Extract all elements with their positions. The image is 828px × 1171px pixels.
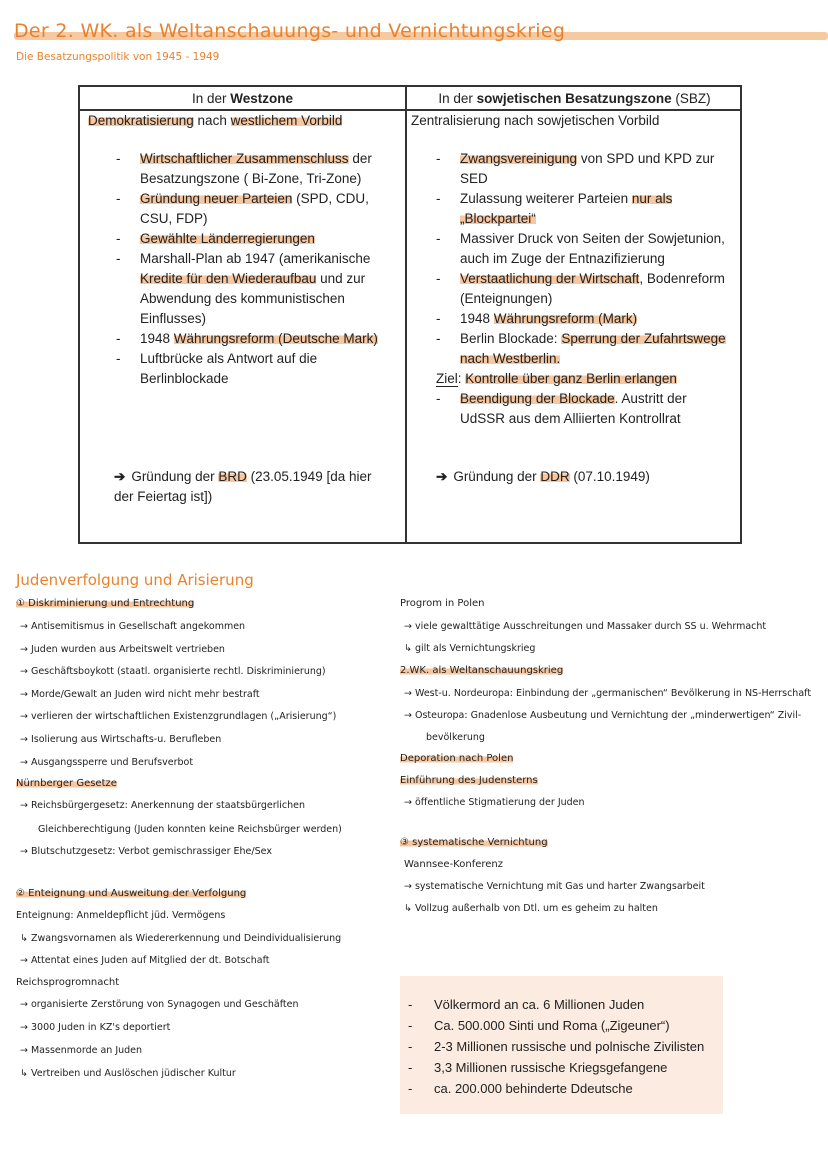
note-line: → Antisemitismus in Gesellschaft angekommen	[20, 621, 246, 632]
subsection-heading: Wannsee-Konferenz	[404, 859, 503, 870]
note-line: → Ausgangssperre und Berufsverbot	[20, 756, 194, 768]
highlight: Kontrolle über ganz Berlin erlangen	[465, 371, 677, 386]
highlight: Verstaatlichung der Wirtschaft	[460, 271, 640, 286]
note-line: → Blutschutzgesetz: Verbot gemischrassiger Ehe/Sex	[20, 846, 272, 858]
note-line: → systematische Vernichtung mit Gas und harter Zwangsarbeit	[404, 881, 705, 892]
text-fragment: Luftbrücke als Antwort auf die Berlinblockade	[140, 351, 318, 386]
text-fragment: und zur Abwendung des kommunistischen Einflusses)	[140, 271, 366, 326]
west-result: ➔ Gründung der BRD (23.05.1949 [da hier der Feiertag ist])	[114, 469, 372, 504]
summary-item: - 2-3 Millionen russische und polnische Zivilisten	[408, 1036, 704, 1057]
highlight: Gewählte Länderregierungen	[140, 231, 315, 246]
highlight: Währungsreform (Mark)	[493, 311, 638, 326]
east-list	[436, 149, 728, 429]
list-item	[116, 349, 378, 389]
text-fragment: von SPD und KPD zur SED	[460, 151, 715, 186]
text-fragment: Marshall-Plan ab 1947 (amerikanische	[140, 251, 371, 266]
highlight: Gründung neuer Parteien	[140, 191, 293, 206]
note-line: Enteignung: Anmeldepflicht jüd. Vermögens	[16, 910, 226, 922]
highlighted-heading: ③ systematische Vernichtung	[400, 837, 548, 848]
note-line: → verlieren der wirtschaftlichen Existenzgrundlagen („Arisierung“)	[20, 711, 337, 723]
note-line: Gleichberechtigung (Juden konnten keine Reichsbürger werden)	[38, 824, 342, 836]
highlight: Währungsreform (Deutsche Mark)	[173, 331, 378, 346]
note-line: bevölkerung	[426, 732, 485, 743]
highlighted-heading: Deporation nach Polen	[400, 753, 514, 764]
east-subheader: Zentralisierung nach sowjetischen Vorbild	[411, 113, 660, 128]
subsection-heading	[400, 775, 538, 786]
note-line: → viele gewalttätige Ausschreitungen und Massaker durch SS u. Wehrmacht	[404, 621, 767, 632]
list-item	[436, 369, 728, 389]
comparison-table	[78, 85, 742, 544]
text-fragment: 1948	[140, 331, 174, 346]
note-line: → Geschäftsboykott (staatl. organisierte rechtl. Diskriminierung)	[20, 666, 326, 678]
text-fragment: , Bodenreform (Enteignungen)	[460, 271, 725, 306]
west-list	[116, 149, 378, 389]
note-line: → Juden wurden aus Arbeitswelt vertrieben	[20, 643, 225, 655]
note-line: → Osteuropa: Gnadenlose Ausbeutung und Vernichtung der „minderwertigen“ Zivil-	[404, 710, 802, 721]
note-line: → öffentliche Stigmatierung der Juden	[404, 797, 585, 808]
section-heading: Judenverfolgung und Arisierung	[16, 571, 254, 589]
text-fragment: (SPD, CDU, CSU, FDP)	[140, 191, 369, 226]
highlight: Kredite für den Wiederaufbau	[140, 271, 317, 286]
summary-item: - Völkermord an ca. 6 Millionen Juden	[408, 994, 704, 1015]
list-item	[436, 389, 728, 429]
text-fragment: der Besatzungszone ( Bi-Zone, Tri-Zone)	[140, 151, 372, 186]
highlighted-heading: Nürnberger Gesetze	[16, 778, 117, 790]
text-fragment: Zulassung weiterer Parteien	[460, 191, 632, 206]
list-item	[436, 269, 728, 309]
subsection-heading	[400, 665, 563, 676]
west-subheader: Demokratisierung nach westlichem Vorbild	[88, 113, 343, 128]
summary-item: - Ca. 500.000 Sinti und Roma („Zigeuner“)	[408, 1015, 704, 1036]
list-item	[116, 249, 378, 329]
list-item	[116, 149, 378, 189]
note-line: → West-u. Nordeuropa: Einbindung der „germanischen“ Bevölkerung in NS-Herrschaft	[404, 688, 812, 699]
highlighted-heading: Einführung des Judensterns	[400, 775, 538, 786]
note-line: → 3000 Juden in KZ's deportiert	[20, 1022, 171, 1034]
subsection-heading: Progrom in Polen	[400, 598, 485, 609]
highlight: Wirtschaftlicher Zusammenschluss	[140, 151, 349, 166]
list-item	[436, 189, 728, 229]
note-line: ↳ Zwangsvornamen als Wiedererkennung und Deindividualisierung	[20, 933, 342, 945]
list-item	[436, 329, 728, 369]
text-fragment: . Austritt der UdSSR aus dem Alliierten Kontrollrat	[460, 391, 687, 426]
highlight: Sperrung der Zufahrtswege nach Westberlin.	[460, 331, 726, 366]
text-fragment: Berlin Blockade:	[460, 331, 562, 346]
note-line: ↳ Vollzug außerhalb von Dtl. um es geheim zu halten	[404, 903, 658, 914]
list-item	[436, 309, 728, 329]
page-subtitle: Die Besatzungspolitik von 1945 - 1949	[16, 51, 220, 63]
subsection-heading	[400, 753, 513, 764]
highlighted-heading: ① Diskriminierung und Entrechtung	[16, 598, 195, 609]
summary-list	[408, 994, 704, 1099]
list-item	[436, 229, 728, 269]
note-line: → Isolierung aus Wirtschafts-u. Berufleben	[20, 734, 222, 745]
list-item	[116, 189, 378, 229]
list-item	[116, 229, 378, 249]
east-header: In der sowjetischen Besatzungszone (SBZ)	[438, 91, 711, 106]
note-line: → Massenmorde an Juden	[20, 1045, 143, 1057]
summary-item: - ca. 200.000 behinderte Ddeutsche	[408, 1078, 704, 1099]
subsection-heading	[16, 778, 117, 789]
subsection-heading: Reichsprogromnacht	[16, 977, 120, 989]
text-fragment: 1948	[460, 311, 494, 326]
list-item	[436, 149, 728, 189]
subsection-heading	[16, 598, 194, 609]
highlight: nur als „Blockpartei“	[460, 191, 673, 226]
ziel-label: Ziel	[436, 371, 458, 386]
highlighted-heading: 2.WK. als Weltanschauungskrieg	[400, 665, 564, 676]
note-line: → Attentat eines Juden auf Mitglied der dt. Botschaft	[20, 955, 270, 967]
note-line: → Morde/Gewalt an Juden wird nicht mehr bestraft	[20, 688, 260, 700]
summary-item: - 3,3 Millionen russische Kriegsgefangene	[408, 1057, 704, 1078]
note-line: ↳ Vertreiben und Auslöschen jüdischer Kultur	[20, 1068, 236, 1080]
east-result: ➔ Gründung der DDR (07.10.1949)	[436, 469, 650, 484]
highlight: Beendigung der Blockade	[460, 391, 615, 406]
subsection-heading	[16, 888, 246, 899]
column-divider	[405, 87, 407, 542]
list-item	[116, 329, 378, 349]
west-header: In der Westzone	[191, 91, 294, 106]
highlight: Zwangsvereinigung	[460, 151, 578, 166]
note-line: ↳ gilt als Vernichtungskrieg	[404, 643, 536, 654]
note-line: → Reichsbürgergesetz: Anerkennung der staatsbürgerlichen	[20, 800, 305, 812]
note-line: → organisierte Zerstörung von Synagogen und Geschäften	[20, 999, 299, 1011]
subsection-heading	[400, 837, 548, 848]
highlighted-heading: ② Enteignung und Ausweitung der Verfolgung	[16, 888, 247, 900]
text-fragment: :	[457, 371, 466, 386]
text-fragment: Massiver Druck von Seiten der Sowjetunion, auch im Zuge der Entnazifizierung	[460, 231, 725, 266]
page-title: Der 2. WK. als Weltanschauungs- und Vernichtungskrieg	[14, 20, 566, 42]
header-divider	[80, 109, 740, 111]
